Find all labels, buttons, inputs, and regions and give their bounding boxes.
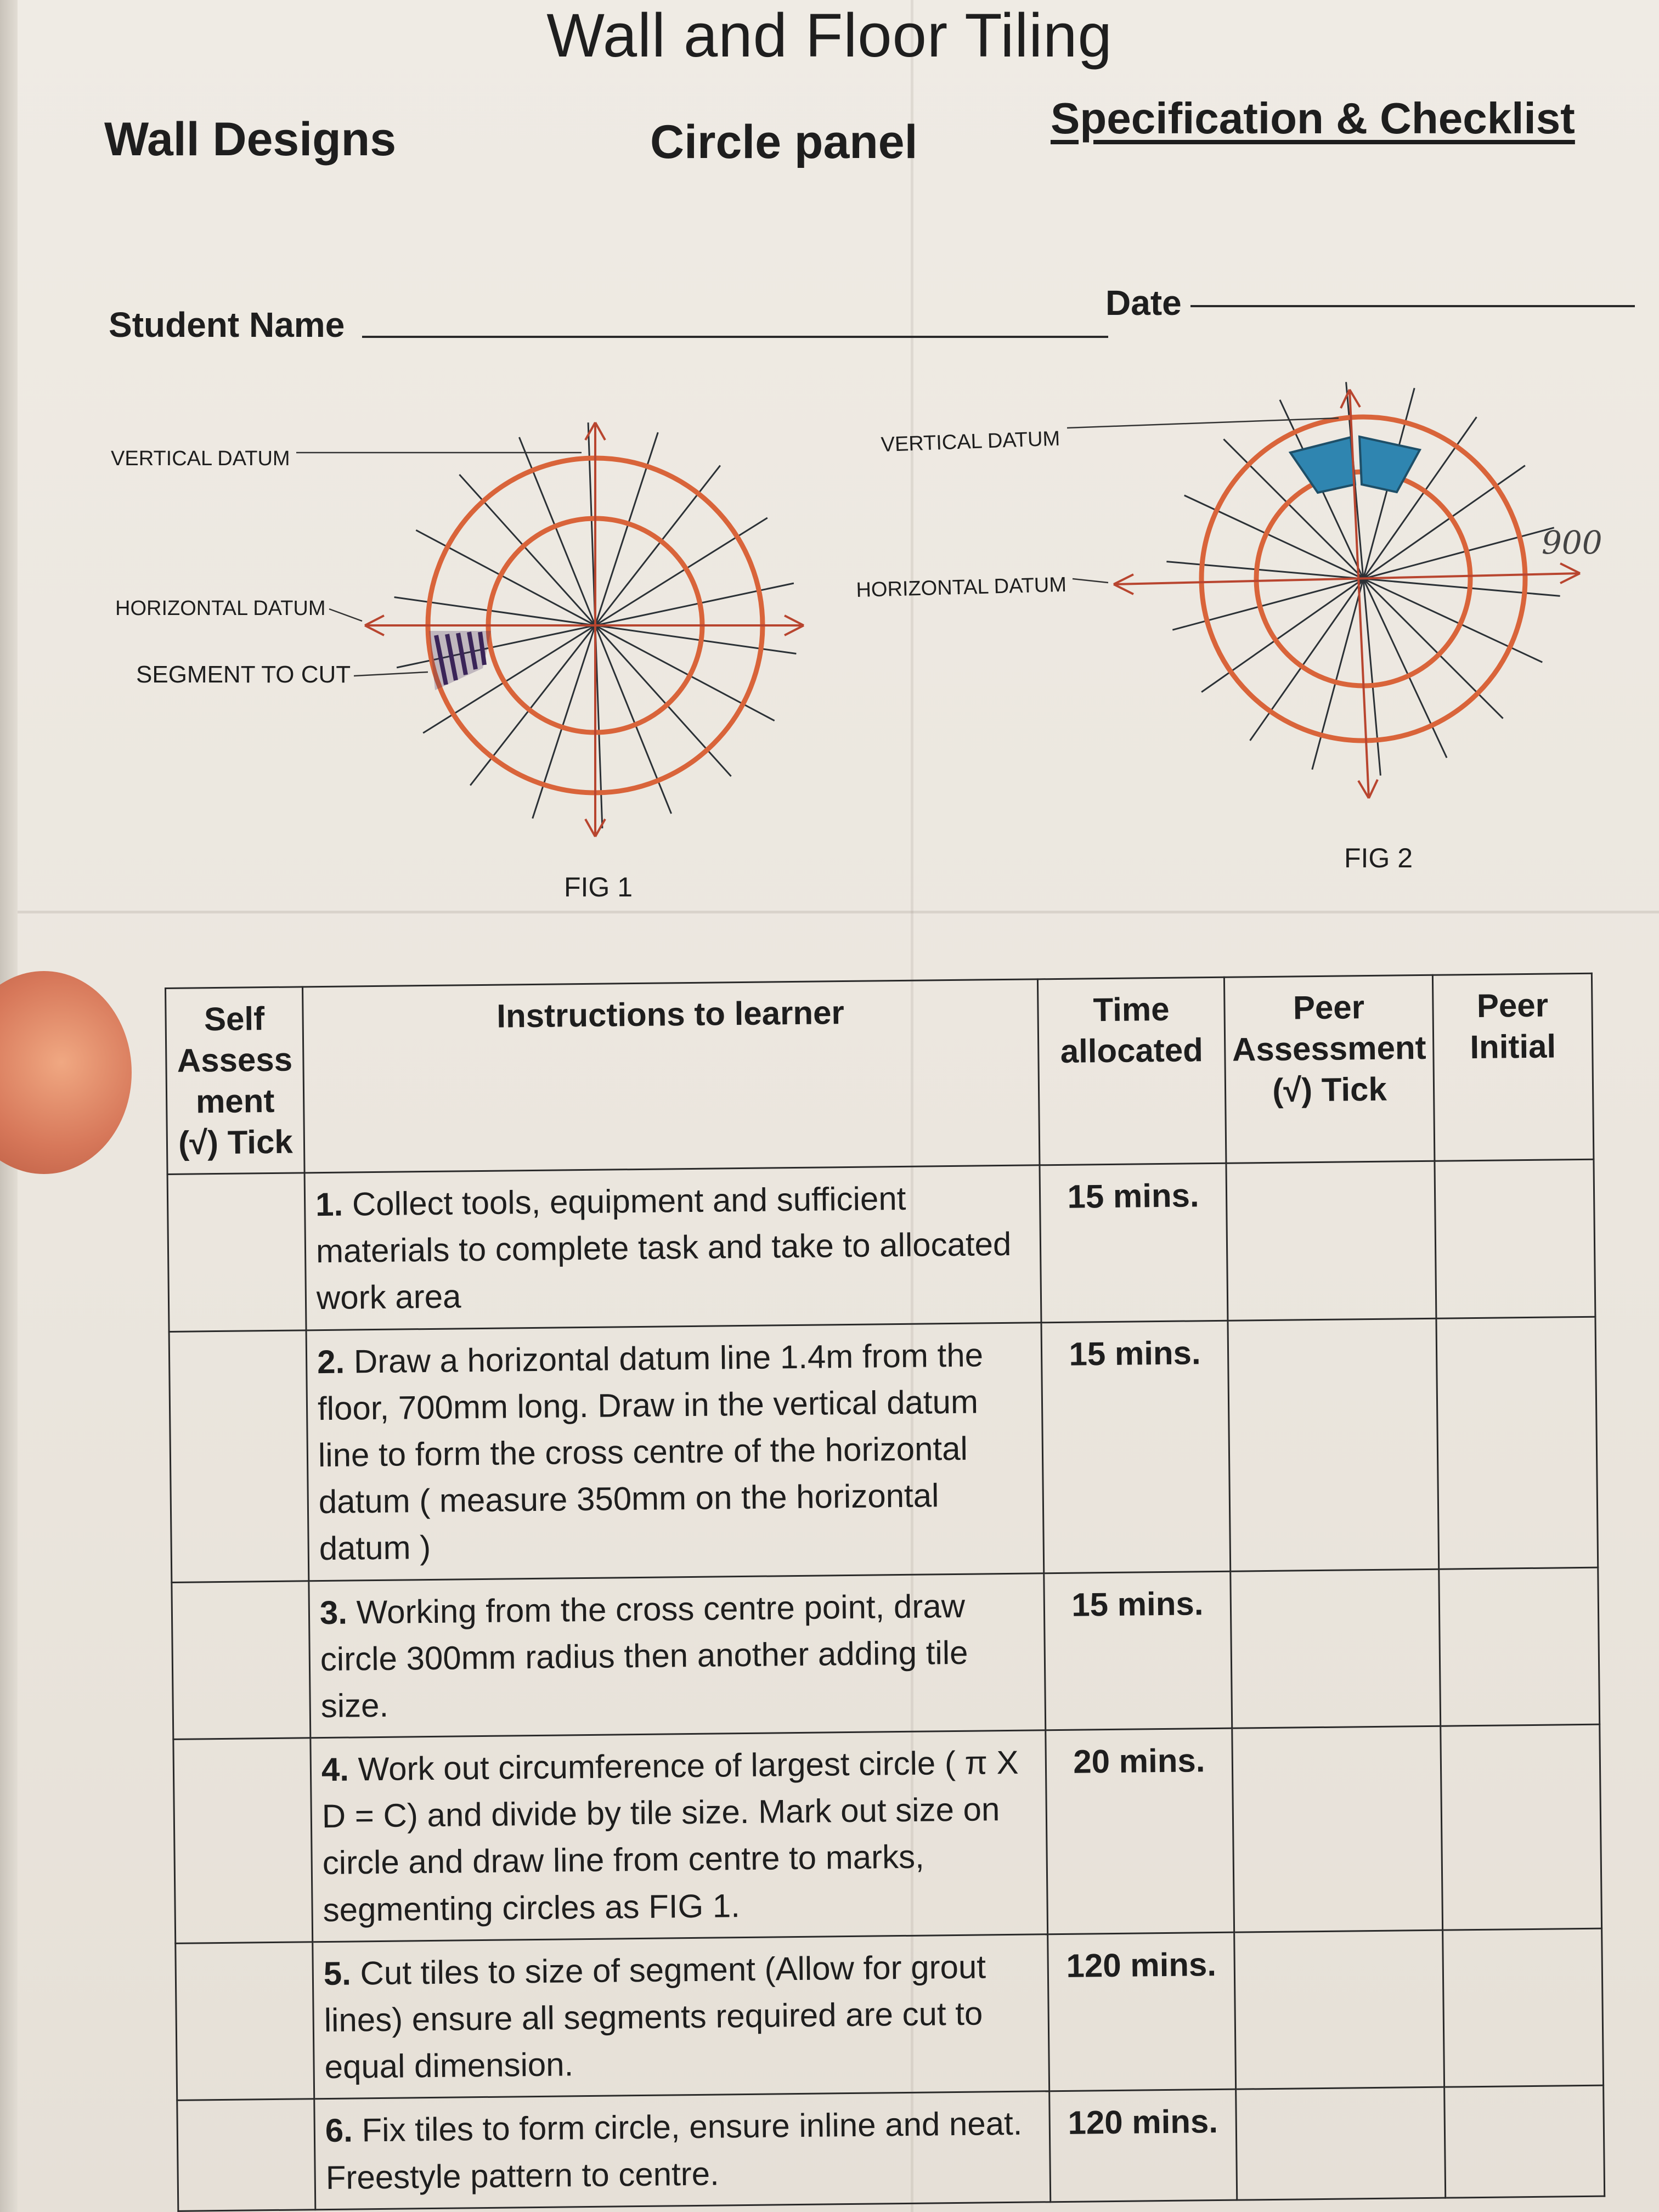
table-row	[177, 2086, 1605, 2211]
date-label: Date	[1105, 283, 1182, 323]
table-row	[169, 1317, 1598, 1582]
instruction-text: Working from the cross centre point, draw circle 300mm radius then another adding tile size.	[320, 1587, 968, 1724]
instruction-number: 2.	[317, 1343, 345, 1380]
radial-segment-line	[394, 597, 595, 626]
peer-initial-cell[interactable]	[1435, 1159, 1595, 1318]
table-row	[176, 1928, 1604, 2101]
peer-initial-cell[interactable]	[1436, 1317, 1598, 1569]
table-row	[167, 1159, 1595, 1331]
time-cell: 120 mins.	[1048, 1932, 1236, 2091]
radial-segment-line	[1363, 579, 1503, 719]
instruction-cell	[306, 1322, 1044, 1581]
instruction-cell	[304, 1165, 1041, 1330]
instruction-cell	[311, 1730, 1048, 1942]
instruction-number: 4.	[321, 1751, 349, 1788]
instruction-cell	[309, 1573, 1046, 1738]
header-peer-initial: Peer Initial	[1432, 973, 1594, 1161]
checklist-table	[165, 973, 1605, 2212]
self-tick-cell[interactable]	[172, 1581, 311, 1739]
instruction-text: Fix tiles to form circle, ensure inline and neat. Freestyle pattern to centre.	[325, 2105, 1023, 2196]
peer-tick-cell[interactable]	[1226, 1161, 1436, 1321]
fig2-tile-segment-left	[1290, 437, 1355, 493]
fig1-segment-to-cut-label: SEGMENT TO CUT	[136, 661, 351, 688]
fig2-horizontal-leader	[1073, 579, 1108, 583]
instruction-cell	[313, 1934, 1049, 2100]
self-tick-cell[interactable]	[177, 2099, 315, 2211]
table-row	[172, 1567, 1600, 1740]
self-tick-cell[interactable]	[167, 1173, 306, 1331]
time-cell: 20 mins.	[1046, 1728, 1234, 1934]
peer-tick-cell[interactable]	[1228, 1318, 1439, 1571]
peer-tick-cell[interactable]	[1234, 1930, 1444, 2090]
instruction-text: Cut tiles to size of segment (Allow for grout lines) ensure all segments required are cut to equal dimension.	[324, 1948, 986, 2086]
peer-tick-cell[interactable]	[1231, 1569, 1441, 1729]
paper-fold-horizontal	[11, 911, 1659, 913]
table-header-row	[166, 973, 1594, 1174]
time-cell: 15 mins.	[1041, 1321, 1231, 1573]
header-self-assessment: Self Assess ment (√) Tick	[166, 987, 305, 1175]
header-time-allocated: Time allocated	[1037, 977, 1226, 1165]
fig1-caption: FIG 1	[564, 872, 633, 902]
instruction-number: 5.	[323, 1955, 352, 1992]
fig2-vertical-datum-label: VERTICAL DATUM	[881, 427, 1060, 456]
radial-segment-line	[595, 625, 731, 776]
peer-initial-cell[interactable]	[1441, 1724, 1602, 1930]
instruction-cell	[314, 2091, 1051, 2209]
fig2-vertical-leader	[1067, 418, 1339, 428]
radial-segment-line	[459, 475, 595, 625]
radial-segment-line	[416, 530, 595, 625]
self-tick-cell[interactable]	[173, 1738, 313, 1943]
radial-segment-line	[519, 437, 595, 625]
student-name-label: Student Name	[109, 305, 345, 345]
time-cell: 15 mins.	[1040, 1163, 1228, 1322]
instruction-number: 1.	[315, 1186, 343, 1223]
fig1-segment-leader	[354, 672, 428, 676]
fig1-vertical-datum-label: VERTICAL DATUM	[111, 447, 290, 470]
header-instructions: Instructions to learner	[303, 979, 1040, 1173]
header-specification-checklist: Specification & Checklist	[1051, 94, 1575, 143]
header-peer-assessment: Peer Assessment (√) Tick	[1224, 975, 1435, 1163]
instruction-text: Work out circumference of largest circle ( π X D = C) and divide by tile size. Mark out size on circle and draw line from centre to marks, segmenting circles as FIG 1.	[321, 1743, 1019, 1928]
document-title: Wall and Floor Tiling	[546, 1, 1113, 70]
self-tick-cell[interactable]	[169, 1330, 309, 1582]
radial-segment-line	[1201, 579, 1363, 692]
fig1-horizontal-leader	[329, 609, 362, 621]
fig1-diagram	[99, 411, 922, 905]
student-name-line[interactable]	[362, 336, 1108, 338]
date-line[interactable]	[1190, 305, 1635, 307]
time-cell: 15 mins.	[1044, 1571, 1232, 1730]
instruction-text: Collect tools, equipment and sufficient materials to complete task and take to allocated work area	[315, 1180, 1012, 1317]
fig1-horizontal-datum-label: HORIZONTAL DATUM	[115, 597, 326, 620]
fig2-caption: FIG 2	[1344, 843, 1413, 873]
radial-segment-line	[595, 625, 775, 721]
radial-segment-line	[1250, 579, 1364, 741]
header-circle-panel: Circle panel	[650, 116, 918, 168]
peer-tick-cell[interactable]	[1232, 1726, 1443, 1932]
self-tick-cell[interactable]	[176, 1942, 314, 2101]
peer-initial-cell[interactable]	[1443, 1928, 1604, 2087]
radial-segment-line	[595, 625, 672, 814]
radial-segment-line	[595, 625, 796, 654]
header-wall-designs: Wall Designs	[104, 113, 397, 166]
instruction-text: Draw a horizontal datum line 1.4m from the floor, 700mm long. Draw in the vertical datum line to form the cross centre of the horizontal datum ( measure 350mm on the horizontal datum )	[317, 1336, 984, 1567]
table-row	[173, 1724, 1602, 1943]
radial-segment-line	[595, 518, 768, 625]
peer-tick-cell[interactable]	[1236, 2087, 1446, 2200]
instruction-number: 3.	[319, 1594, 348, 1631]
fig2-handwritten-900: 900	[1542, 524, 1602, 561]
time-cell: 120 mins.	[1049, 2090, 1237, 2202]
peer-initial-cell[interactable]	[1444, 2086, 1605, 2198]
fig2-horizontal-datum-label: HORIZONTAL DATUM	[856, 573, 1067, 602]
peer-initial-cell[interactable]	[1439, 1567, 1600, 1726]
instruction-number: 6.	[325, 2112, 353, 2149]
